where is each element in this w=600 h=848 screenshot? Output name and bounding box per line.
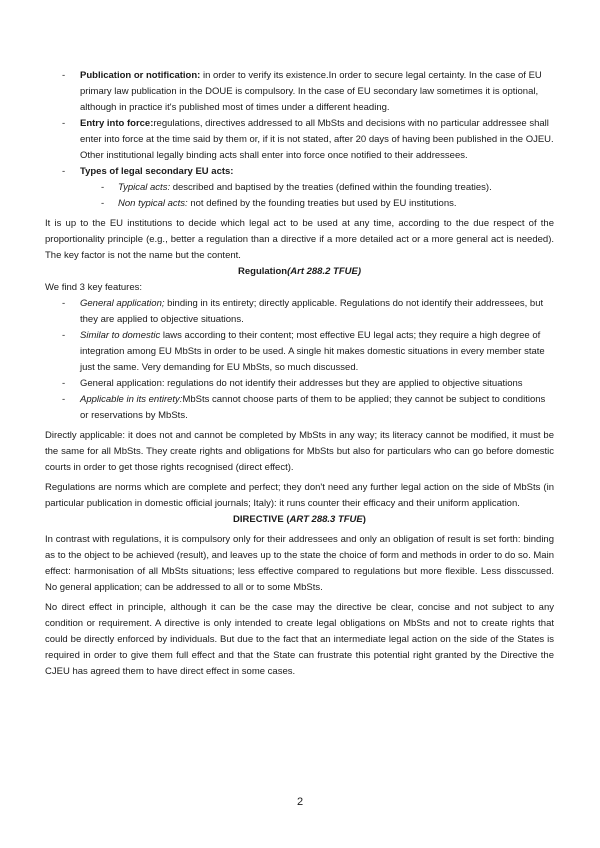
list-item-general-application xyxy=(45,296,554,328)
sublist-item-non-typical xyxy=(45,196,554,212)
bullet-dash: - xyxy=(62,330,66,341)
heading-main: Regulation xyxy=(238,266,288,277)
paragraph-directive-contrast: In contrast with regulations, it is compulsory only for their addressees and only an obligation of result is set forth: binding as to the object to be achieved (result), and leaves up to the state the choice of form and methods in order to do so. Main effect: harmonisation of all MbSts situations; less effective compared to regulations but more flexible. Less disscussed. No general application; can be addressed to all or to some MbSts. xyxy=(45,534,554,593)
paragraph-institutions: It is up to the EU institutions to decide which legal act to be used at any time, according to the due respect of the proportionality principle (e.g., better a regulation than a directive if a more detailed act or a more general act is needed). The key factor is not the name but the content. xyxy=(45,218,554,261)
item-text: described and baptised by the treaties (defined within the founding treaties). xyxy=(170,182,492,193)
bullet-dash: - xyxy=(62,70,66,81)
paragraph-directly-applicable: Directly applicable: it does not and cannot be completed by MbSts in any way; its literacy cannot be modified, it must be the same for all MbSts. They create rights and obligations for MbSts but also for particulars who can go before domestic courts in order to get those rights recognised (direct effect). xyxy=(45,430,554,473)
item-text: in order to verify its existence.In order to secure legal certainty. In the case of EU primary law publication in the DOUE is compulsory. In the case of EU secondary law sometimes it is optional, although in practice it's published most of times under a different heading. xyxy=(80,70,542,113)
term-types: Types of legal secondary EU acts: xyxy=(80,166,234,177)
heading-main: DIRECTIVE xyxy=(233,514,284,525)
item-text: binding in its entirety; directly applicable. Regulations do not identify their addressees, but they are applied to objective situations. xyxy=(80,298,544,325)
bullet-dash: - xyxy=(62,298,66,309)
list-item-general-application-2 xyxy=(45,376,554,392)
term-general-application: General application; xyxy=(80,298,165,309)
list-item-types xyxy=(45,164,554,180)
item-text: MbSts cannot choose parts of them to be applied; they cannot be subject to conditions or reservations by MbSts. xyxy=(80,394,546,421)
bullet-dash: - xyxy=(62,378,66,389)
item-text: laws according to their content; most effective EU legal acts; they require a high degree of integration among EU MbSts in order to be used. A single hit makes domestic situations in every member state just the same. Very demanding for EU MbSts, so much discussed. xyxy=(80,330,545,373)
heading-ref: (Art 288.2 TFUE) xyxy=(287,266,361,277)
heading-ref: ART 288.3 TFUE xyxy=(289,514,363,525)
list-item-entry-into-force xyxy=(45,116,554,164)
page-number: 2 xyxy=(296,796,304,808)
term-publication: Publication or notification: xyxy=(80,70,201,81)
bullet-dash: - xyxy=(62,118,66,129)
paragraph-intro: We find 3 key features: xyxy=(45,282,142,293)
bullet-dash: - xyxy=(101,182,105,193)
bullet-dash: - xyxy=(62,394,66,405)
heading-regulation xyxy=(45,264,554,280)
term-non-typical: Non typical acts: xyxy=(118,198,188,209)
heading-directive: DIRECTIVE (ART 288.3 TFUE) xyxy=(233,514,366,525)
document-body xyxy=(45,68,554,680)
sublist-item-typical xyxy=(45,180,554,196)
term-similar-domestic: Similar to domestic xyxy=(80,330,161,341)
bullet-dash: - xyxy=(62,166,66,177)
term-typical: Typical acts: xyxy=(118,182,171,193)
item-text: General application: regulations do not identify their addresses but they are applied to objective situations xyxy=(80,378,523,389)
item-text: regulations, directives addressed to all MbSts and decisions with no particular addressee shall enter into force at the time said by them or, if it is not stated, after 20 days of having been published in the OJEU. Other institutional legally binding acts shall enter into force once notified to their addressees. xyxy=(80,118,554,161)
bullet-dash: - xyxy=(101,198,105,209)
term-applicable-entirety: Applicable in its entirety: xyxy=(80,394,183,405)
paragraph-regulations-norms: Regulations are norms which are complete and perfect; they don't need any further legal action on the side of MbSts (in particular publication in domestic official journals; Italy): it runs counter their efficacy and their uniform application. xyxy=(45,482,554,509)
list-item-similar-domestic xyxy=(45,328,554,376)
term-entry-into-force: Entry into force: xyxy=(80,118,154,129)
paragraph-direct-effect: No direct effect in principle, although it can be the case may the directive be clear, concise and not subject to any condition or requirement. A directive is only intended to create legal obligations on MbSts and not to create rights that could be directly enforced by individuals. But due to the fact that an intermediate legal action on the side of the States is required in order to give them full effect and that the State can frustrate this potential right granted by the Directive the CJEU has agreed them to have direct effect in some cases. xyxy=(45,602,554,677)
list-item-publication xyxy=(45,68,554,116)
item-text: not defined by the founding treaties but used by EU institutions. xyxy=(187,198,457,209)
list-item-applicable-entirety xyxy=(45,392,554,424)
